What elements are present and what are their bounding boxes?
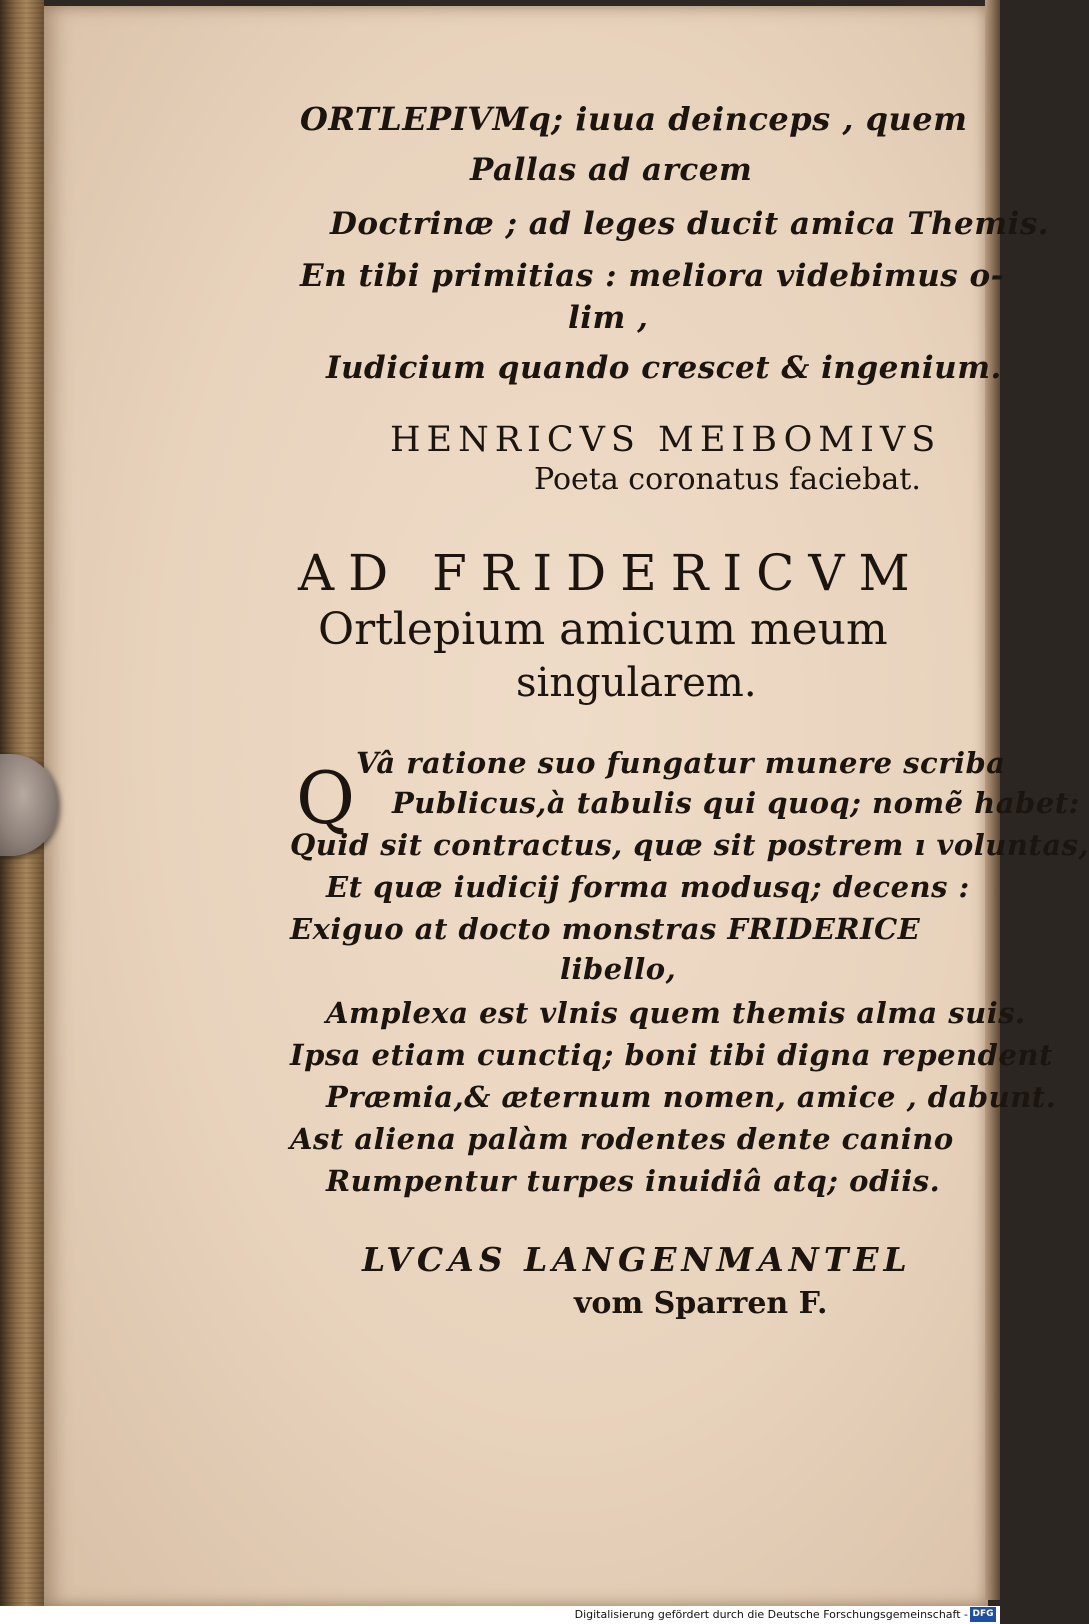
poem2-line-11: Rumpentur turpes inuidiâ atq; odiis. [326,1164,941,1198]
poem1-line-1: ORTLEPIVMq; iuua deinceps , quem [300,100,968,138]
poem2-line-9: Præmia,& æternum nomen, amice , dabunt. [326,1080,1057,1114]
poem2-author: LVCAS LANGENMANTEL [362,1240,912,1279]
poem2-line-8: Ipsa etiam cunctiq; boni tibi digna rependent [290,1038,1053,1072]
poem2-author-note: vom Sparren F. [574,1286,828,1321]
dfg-logo: DFG [970,1607,996,1622]
poem1-line-2: Pallas ad arcem [470,152,753,188]
poem1-author: HENRICVS MEIBOMIVS [390,420,942,460]
poem2-line-7: Amplexa est vlnis quem themis alma suis. [326,996,1026,1030]
footer-funding-text: Digitalisierung gefördert durch die Deutsche Forschungsgemeinschaft - [574,1608,968,1621]
poem1-line-5: lim , [568,300,649,336]
poem1-author-note: Poeta coronatus faciebat. [534,462,921,497]
poem2-line-6: libello, [560,952,677,986]
heading-line-1: AD FRIDERICVM [298,544,924,602]
heading-line-2: Ortlepium amicum meum [318,604,888,655]
poem2-line-2: Publicus,à tabulis qui quoq; nomẽ habet: [392,786,1080,820]
poem2-line-10: Ast aliena palàm rodentes dente canino [290,1122,954,1156]
poem1-line-4: En tibi primitias : meliora videbimus o- [300,258,1005,294]
drop-cap-initial: Q [296,756,356,840]
poem1-line-6: Iudicium quando crescet & ingenium. [326,350,1002,386]
poem2-line-3: Quid sit contractus, quæ sit postrem ı voluntas, [290,828,1089,862]
poem2-line-5: Exiguo at docto monstras FRIDERICE [290,912,921,946]
poem1-line-3: Doctrinæ ; ad leges ducit amica Themis. [330,206,1050,242]
poem2-line-1: Vâ ratione suo fungatur munere scriba [356,746,1006,780]
heading-line-3: singularem. [516,660,757,706]
poem2-line-4: Et quæ iudicij forma modusq; decens : [326,870,970,904]
